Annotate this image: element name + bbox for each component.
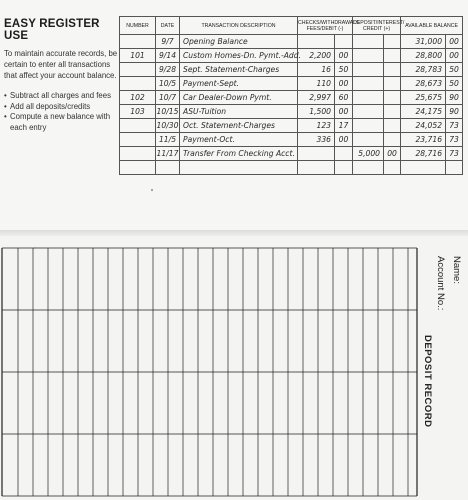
row-description: Payment-Sept. [180,77,298,91]
row-credit [353,161,384,175]
row-debit: 16 [298,63,335,77]
row-description: Custom Homes-Dn. Pymt.-Add. [180,49,298,63]
row-debit-cents: 00 [335,105,353,119]
row-credit [353,49,384,63]
row-balance: 25,675 [401,91,446,105]
row-number [120,63,156,77]
row-balance-cents: 00 [446,35,463,49]
instructions-title: EASY REGISTER USE [4,18,100,42]
row-number: 102 [120,91,156,105]
row-credit-cents [384,35,401,49]
row-debit-cents [335,35,353,49]
deposit-record-title: DEPOSIT RECORD [422,335,433,428]
register-row [120,91,463,105]
row-debit: 110 [298,77,335,91]
register-row [120,161,463,175]
register-row [120,49,463,63]
row-date [156,161,180,175]
row-debit-cents: 00 [335,133,353,147]
row-credit-cents [384,119,401,133]
name-label: Name: [451,256,462,284]
row-balance: 31,000 [401,35,446,49]
row-number [120,77,156,91]
instructions-panel [4,18,118,133]
row-date: 10/7 [156,91,180,105]
row-debit-cents: 50 [335,63,353,77]
row-debit-cents: 17 [335,119,353,133]
row-debit [298,147,335,161]
register-body [120,35,463,175]
row-credit-cents [384,91,401,105]
row-balance-cents: 50 [446,77,463,91]
row-debit-cents [335,147,353,161]
row-description: Payment-Oct. [180,133,298,147]
row-balance-cents: 90 [446,105,463,119]
row-credit [353,133,384,147]
row-credit-cents [384,49,401,63]
row-credit-cents [384,105,401,119]
row-number: 103 [120,105,156,119]
row-balance [401,161,446,175]
row-date: 10/15 [156,105,180,119]
row-number: 101 [120,49,156,63]
register-row [120,105,463,119]
account-number-label: Account No.: [435,256,446,311]
header-number: NUMBER [120,17,156,35]
row-credit [353,119,384,133]
row-debit: 123 [298,119,335,133]
row-date: 9/7 [156,35,180,49]
row-debit-cents: 00 [335,77,353,91]
row-balance: 28,783 [401,63,446,77]
tip-item: • Subtract all charges and fees [4,91,118,102]
tip-item: • Add all deposits/credits [4,102,118,113]
row-date: 10/30 [156,119,180,133]
row-credit-cents [384,133,401,147]
header-description: TRANSACTION DESCRIPTION [180,17,298,35]
row-debit-cents: 00 [335,49,353,63]
register-row [120,147,463,161]
row-credit [353,63,384,77]
row-number [120,161,156,175]
row-balance-cents: 90 [446,91,463,105]
row-balance-cents: 73 [446,119,463,133]
row-balance-cents: 00 [446,49,463,63]
header-balance: AVAILABLE BALANCE [401,17,463,35]
row-debit: 336 [298,133,335,147]
row-debit [298,161,335,175]
row-balance-cents: 73 [446,133,463,147]
row-date: 11/17 [156,147,180,161]
register-row [120,133,463,147]
row-description: Opening Balance [180,35,298,49]
tip-item: • Compute a new balance with each entry [4,112,118,133]
deposit-record-grid [2,248,417,496]
row-balance-cents: 73 [446,147,463,161]
row-debit-cents [335,161,353,175]
row-number [120,133,156,147]
row-credit [353,91,384,105]
row-balance-cents: 50 [446,63,463,77]
check-register-table [119,16,463,175]
row-debit: 2,997 [298,91,335,105]
header-date: DATE [156,17,180,35]
row-description: Oct. Statement-Charges [180,119,298,133]
row-description: ASU-Tuition [180,105,298,119]
register-row [120,63,463,77]
register-row [120,35,463,49]
register-row [120,77,463,91]
row-number [120,147,156,161]
row-credit: 5,000 [353,147,384,161]
row-description: Transfer From Checking Acct. [180,147,298,161]
row-credit [353,35,384,49]
row-date: 9/14 [156,49,180,63]
row-description [180,161,298,175]
instructions-intro: To maintain accurate records, be certain to enter all transactions that affect your account balance. [4,49,118,80]
instructions-list [4,91,118,133]
row-date: 9/28 [156,63,180,77]
row-balance: 23,716 [401,133,446,147]
row-credit-cents: 00 [384,147,401,161]
register-header-row [120,17,463,35]
row-credit-cents [384,63,401,77]
row-debit-cents: 60 [335,91,353,105]
row-balance: 28,716 [401,147,446,161]
row-debit [298,35,335,49]
row-number [120,35,156,49]
row-credit-cents [384,77,401,91]
row-balance: 28,673 [401,77,446,91]
row-balance: 28,800 [401,49,446,63]
row-balance: 24,175 [401,105,446,119]
row-credit-cents [384,161,401,175]
register-row [120,119,463,133]
paper-speck [34,247,36,249]
row-date: 11/5 [156,133,180,147]
row-description: Car Dealer-Down Pymt. [180,91,298,105]
paper-speck [151,189,153,191]
row-balance-cents [446,161,463,175]
row-date: 10/5 [156,77,180,91]
row-credit [353,105,384,119]
row-number [120,119,156,133]
header-withdrawal: CHECKS/WITHDRAWALS FEES/DEBIT (-) [298,17,353,35]
row-debit: 2,200 [298,49,335,63]
row-balance: 24,052 [401,119,446,133]
row-credit [353,77,384,91]
row-description: Sept. Statement-Charges [180,63,298,77]
row-debit: 1,500 [298,105,335,119]
header-deposit: DEPOSIT/INTEREST/ CREDIT (+) [353,17,401,35]
